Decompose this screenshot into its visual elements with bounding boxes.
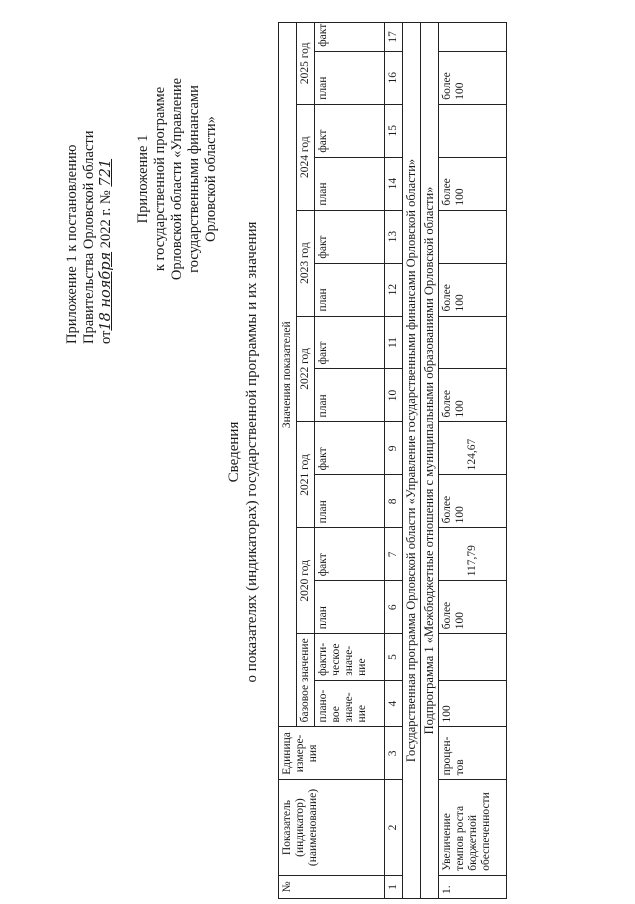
header-plan-2024: план: [315, 157, 385, 210]
header-indicator: Показатель (индикатор) (наименование): [279, 780, 385, 875]
header-fact-2021: факт: [315, 422, 385, 475]
document-title: [225, 0, 261, 904]
row-number: 1.: [439, 875, 507, 898]
column-number: 5: [385, 634, 403, 681]
row-2021-plan: более 100: [439, 475, 507, 528]
table-header-row-1: [279, 23, 297, 899]
decree-line-3: [98, 14, 115, 344]
header-plan-2022: план: [315, 369, 385, 422]
header-year-2020: 2020 год: [297, 528, 315, 634]
header-year-2024: 2024 год: [297, 104, 315, 210]
row-unit: процен-тов: [439, 727, 507, 780]
header-fact-2023: факт: [315, 210, 385, 263]
column-number: 3: [385, 727, 403, 780]
column-number: 7: [385, 528, 403, 581]
appendix-line-3: Орловской области «Управление: [169, 77, 185, 281]
header-year-2021: 2021 год: [297, 422, 315, 528]
header-plan-2025: план: [315, 51, 385, 104]
row-base-plan: 100: [439, 680, 507, 727]
table-row: [439, 23, 507, 899]
column-number: 9: [385, 422, 403, 475]
column-number: 12: [385, 263, 403, 316]
header-fact-2022: факт: [315, 316, 385, 369]
header-base-fact: факти-ческое значе-ние: [315, 634, 385, 681]
column-number: 6: [385, 581, 403, 634]
row-2024-plan: более 100: [439, 157, 507, 210]
header-unit: Единица измере-ния: [279, 727, 385, 780]
appendix-line-4: государственными финансами: [186, 85, 202, 273]
column-number: 17: [385, 23, 403, 52]
decree-date-handwritten: 18 ноября: [98, 251, 114, 331]
row-base-fact: [439, 634, 507, 681]
row-2020-fact: 117,79: [439, 528, 507, 581]
program-title: Государственная программа Орловской области «Управление государственными финансами Орловской области»: [403, 23, 421, 899]
header-base-plan: плано-вое значе-ние: [315, 680, 385, 727]
appendix-line-5: Орловской области»: [203, 116, 219, 242]
header-year-2025: 2025 год: [297, 23, 315, 105]
subprogram-row: [421, 23, 439, 899]
row-2020-plan: более 100: [439, 581, 507, 634]
row-2023-plan: более 100: [439, 263, 507, 316]
header-plan-2021: план: [315, 475, 385, 528]
column-number: 13: [385, 210, 403, 263]
row-2022-fact: [439, 316, 507, 369]
subprogram-title: Подпрограмма 1 «Межбюджетные отношения с муниципальными образованиями Орловской области»: [421, 23, 439, 899]
appendix-line-2: к государственной программе: [152, 86, 168, 272]
column-number: 1: [385, 875, 403, 898]
title-line-2: о показателях (индикаторах) государственной программы и их значения: [244, 221, 260, 683]
row-2025-fact: [439, 23, 507, 52]
decree-date-prefix: от: [98, 330, 114, 344]
decree-year: 2022 г. №: [98, 190, 114, 249]
decree-number-handwritten: 721: [98, 158, 114, 187]
row-2025-plan: более 100: [439, 51, 507, 104]
program-row: [403, 23, 421, 899]
title-line-1: Сведения: [226, 421, 242, 483]
column-number: 14: [385, 157, 403, 210]
header-fact-2025: факт: [315, 23, 385, 52]
row-2022-plan: более 100: [439, 369, 507, 422]
column-number: 16: [385, 51, 403, 104]
header-fact-2020: факт: [315, 528, 385, 581]
decree-line-2: Правительства Орловской области: [81, 130, 97, 344]
header-year-2022: 2022 год: [297, 316, 315, 422]
column-numbers-row: [385, 23, 403, 899]
column-number: 4: [385, 680, 403, 727]
row-2021-fact: 124,67: [439, 422, 507, 475]
header-year-2023: 2023 год: [297, 210, 315, 316]
header-plan-2020: план: [315, 581, 385, 634]
header-plan-2023: план: [315, 263, 385, 316]
column-number: 11: [385, 316, 403, 369]
header-fact-2024: факт: [315, 104, 385, 157]
row-2024-fact: [439, 104, 507, 157]
header-values: Значения показателей: [279, 23, 297, 727]
column-number: 15: [385, 104, 403, 157]
appendix-line-1: Приложение 1: [135, 134, 151, 224]
decree-header: [64, 14, 115, 344]
column-number: 2: [385, 780, 403, 875]
header-base-value: базовое значение: [297, 634, 315, 727]
header-number: №: [279, 875, 385, 898]
column-number: 10: [385, 369, 403, 422]
decree-line-1: Приложение 1 к постановлению: [64, 144, 80, 344]
row-2023-fact: [439, 210, 507, 263]
row-indicator: Увеличение темпов роста бюджетной обеспеченности: [439, 780, 507, 875]
indicators-table: [278, 22, 507, 899]
appendix-header: [135, 34, 220, 324]
column-number: 8: [385, 475, 403, 528]
